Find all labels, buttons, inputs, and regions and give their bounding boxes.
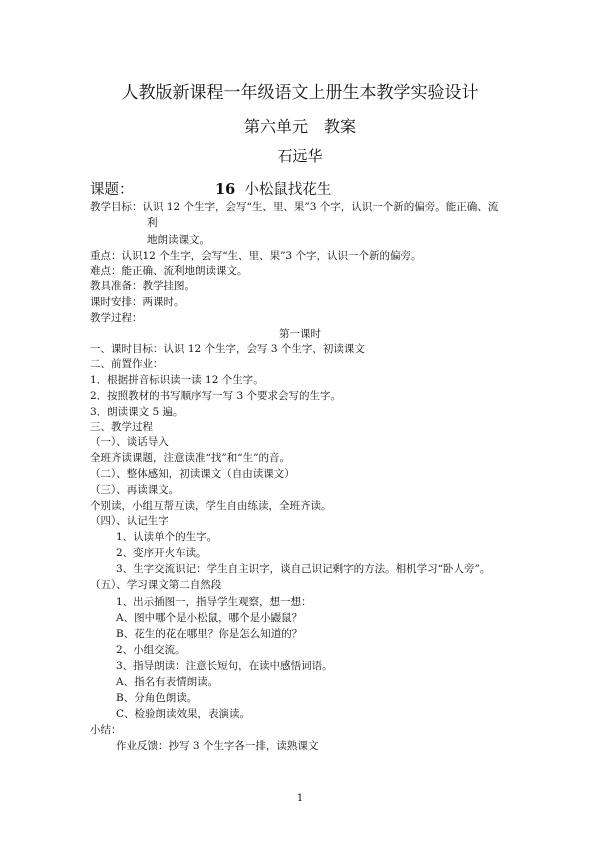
- period-line: 1、出示插图一，指导学生观察，想一想：: [116, 596, 312, 608]
- author-name: 石远华: [277, 147, 323, 165]
- unit-title: 第六单元 教案: [243, 117, 356, 136]
- period-line: 个别读，小组互帮互读，学生自由练读，全班齐读。: [90, 500, 332, 512]
- teaching-goal-line-3: 地朗读课文。: [147, 234, 210, 246]
- difficulty: 难点：能正确、流利地朗读课文。: [90, 265, 248, 277]
- key-points: 重点：认识12 个生字，会写“生、里、果”3 个字，认识一个新的偏旁。: [90, 250, 422, 262]
- teaching-process-label: 教学过程：: [90, 312, 143, 324]
- period-line: C、检验朗读效果，表演读。: [116, 708, 251, 720]
- document-title: 人教版新课程一年级语文上册生本教学实验设计: [121, 83, 479, 103]
- period-line: 作业反馈：抄写 3 个生字各一排，读熟课文: [116, 740, 319, 752]
- period-line: （五）、学习课文第二自然段: [90, 579, 222, 591]
- teaching-tools: 教具准备：教学挂图。: [90, 280, 195, 292]
- page-number: 1: [296, 793, 304, 804]
- period-line: （二）、整体感知，初读课文（自由读课文）: [90, 468, 295, 480]
- lesson-title: [215, 178, 331, 199]
- period-line: A、图中哪个是小松鼠，哪个是小鼹鼠？: [116, 612, 303, 624]
- period-line: 二、前置作业：: [90, 358, 164, 370]
- period-line: B、花生的花在哪里？你是怎么知道的？: [116, 628, 303, 640]
- period-line: 全班齐读课题，注意读准“找”和“生”的音。: [90, 452, 290, 464]
- period-line: A、指名有表情朗读。: [116, 676, 219, 688]
- period-line: （一）、谈话导入: [90, 436, 169, 448]
- lesson-number: 16: [215, 181, 236, 198]
- period-line: 1、认读单个的生字。: [116, 531, 218, 543]
- period-line: 2、小组交流。: [116, 644, 186, 656]
- period-line: 小结：: [90, 724, 122, 736]
- period-line: （四）、认记生字: [90, 515, 169, 527]
- lesson-name: 小松鼠找花生: [244, 182, 332, 198]
- period-line: 3、生字交流识记：学生自主识字，谈自己识记剩字的方法。相机学习“卧人旁”。: [116, 563, 491, 575]
- class-schedule: 课时安排：两课时。: [90, 296, 185, 308]
- period-heading: 第一课时: [279, 328, 321, 340]
- period-line: 2、变序开火车读。: [116, 547, 207, 559]
- period-line: 2．按照教材的书写顺序写一写 3 个要求会写的生字。: [90, 390, 342, 402]
- period-line: 3、指导朗读：注意长短句，在读中感悟词语。: [116, 660, 333, 672]
- period-line: 三、教学过程: [90, 421, 153, 433]
- teaching-goal-line-2: 利: [147, 217, 158, 229]
- period-line: 一、课时目标：认识 12 个生字，会写 3 个生字，初读课文: [90, 343, 365, 355]
- period-line: 1．根据拼音标识读一读 12 个生字。: [90, 374, 264, 386]
- period-line: B、分角色朗读。: [116, 692, 198, 704]
- lesson-label: 课题：: [90, 182, 134, 198]
- teaching-goal-line-1: 教学目标：认识 12 个生字，会写“生、里、果”3 个字，认识一个新的偏旁。能正确、流: [90, 201, 499, 213]
- period-line: （三）、再读课文。: [90, 484, 180, 496]
- period-line: 3．朗读课文 5 遍。: [90, 406, 184, 418]
